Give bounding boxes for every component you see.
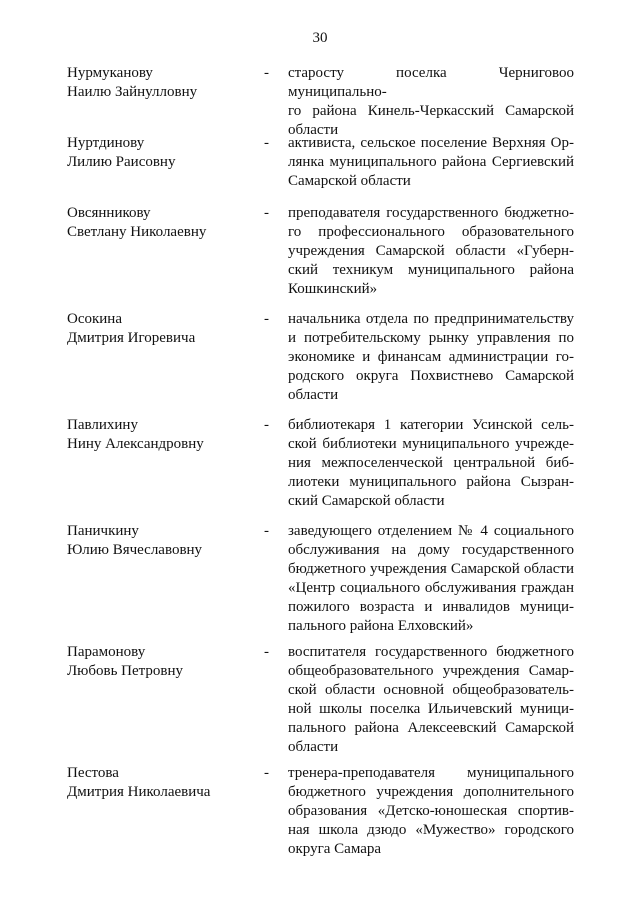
position-description <box>288 764 574 859</box>
description-line: ской области основной общеобразователь- <box>288 682 574 698</box>
description-line: ния межпоселенческой центральной биб- <box>288 455 574 471</box>
person-name <box>67 522 257 560</box>
description-line: заведующего отделением № 4 социального <box>288 523 574 539</box>
person-name <box>67 204 257 242</box>
person-name <box>67 416 257 454</box>
given-names: Наилю Зайнулловну <box>67 84 198 100</box>
separator-dash: - <box>264 65 269 81</box>
description-line: округа Самара <box>288 841 382 857</box>
separator-dash: - <box>264 523 269 539</box>
description-line: ской библиотеки муниципального учрежде- <box>288 436 574 452</box>
surname: Овсянникову <box>67 205 151 221</box>
description-line: воспитателя государственного бюджетного <box>288 644 574 660</box>
description-line: активиста, сельское поселение Верхняя Ор- <box>288 135 574 151</box>
surname: Паничкину <box>67 523 139 539</box>
description-line: го района Кинель-Черкасский Самарской <box>288 103 574 119</box>
surname: Осокина <box>67 311 122 327</box>
position-description <box>288 643 574 757</box>
separator-dash: - <box>264 135 269 151</box>
description-line: тренера-преподавателя муниципального <box>288 765 574 781</box>
surname: Парамонову <box>67 644 146 660</box>
person-name <box>67 310 257 348</box>
given-names: Дмитрия Игоревича <box>67 330 196 346</box>
description-line: области <box>288 387 339 403</box>
description-line: родского округа Похвистнево Самарской <box>288 368 574 384</box>
description-line: библиотекаря 1 категории Усинской сель- <box>288 417 574 433</box>
description-line: экономике и финансам администрации го- <box>288 349 574 365</box>
surname: Нурмуканову <box>67 65 153 81</box>
description-line: бюджетного учреждения Самарской области <box>288 561 574 577</box>
description-line: преподавателя государственного бюджетно- <box>288 205 574 221</box>
person-name <box>67 643 257 681</box>
person-name <box>67 64 257 102</box>
surname: Павлихину <box>67 417 138 433</box>
separator-dash: - <box>264 311 269 327</box>
separator-dash: - <box>264 205 269 221</box>
description-line: лянка муниципального района Сергиевский <box>288 154 574 170</box>
description-line: Кошкинский» <box>288 281 378 297</box>
description-line: области <box>288 122 339 138</box>
description-line: пожилого возраста и инвалидов муници- <box>288 599 574 615</box>
description-line: ский техникум муниципального района <box>288 262 574 278</box>
position-description <box>288 64 574 140</box>
separator-dash: - <box>264 417 269 433</box>
page-number: 30 <box>312 30 328 46</box>
person-name <box>67 134 257 172</box>
description-line: ной школы поселка Ильичевский муници- <box>288 701 574 717</box>
given-names: Любовь Петровну <box>67 663 184 679</box>
surname: Пестова <box>67 765 119 781</box>
description-line: старосту поселка Черниговоо муниципально- <box>288 65 574 100</box>
separator-dash: - <box>264 644 269 660</box>
given-names: Светлану Николаевну <box>67 224 207 240</box>
description-line: бюджетного учреждения дополнительного <box>288 784 574 800</box>
description-line: ная школа дзюдо «Мужество» городского <box>288 822 574 838</box>
description-line: го профессионального образовательного <box>288 224 574 240</box>
description-line: общеобразовательного учреждения Самар- <box>288 663 574 679</box>
description-line: пального района Алексеевский Самарской <box>288 720 574 736</box>
description-line: начальника отдела по предпринимательству <box>288 311 574 327</box>
description-line: «Центр социального обслуживания граждан <box>288 580 574 596</box>
position-description <box>288 522 574 636</box>
position-description <box>288 416 574 511</box>
position-description <box>288 204 574 299</box>
separator-dash: - <box>264 765 269 781</box>
description-line: пального района Елховский» <box>288 618 474 634</box>
position-description <box>288 310 574 405</box>
description-line: обслуживания на дому государственного <box>288 542 574 558</box>
description-line: образования «Детско-юношеская спортив- <box>288 803 574 819</box>
description-line: и потребительскому рынку управления по <box>288 330 574 346</box>
description-line: области <box>288 739 339 755</box>
given-names: Юлию Вячеславовну <box>67 542 203 558</box>
description-line: учреждения Самарской области «Губерн- <box>288 243 574 259</box>
given-names: Нину Александровну <box>67 436 204 452</box>
person-name <box>67 764 257 802</box>
given-names: Дмитрия Николаевича <box>67 784 211 800</box>
description-line: лиотеки муниципального района Сызран- <box>288 474 574 490</box>
given-names: Лилию Раисовну <box>67 154 176 170</box>
description-line: ский Самарской области <box>288 493 445 509</box>
surname: Нуртдинову <box>67 135 145 151</box>
description-line: Самарской области <box>288 173 411 189</box>
position-description <box>288 134 574 191</box>
